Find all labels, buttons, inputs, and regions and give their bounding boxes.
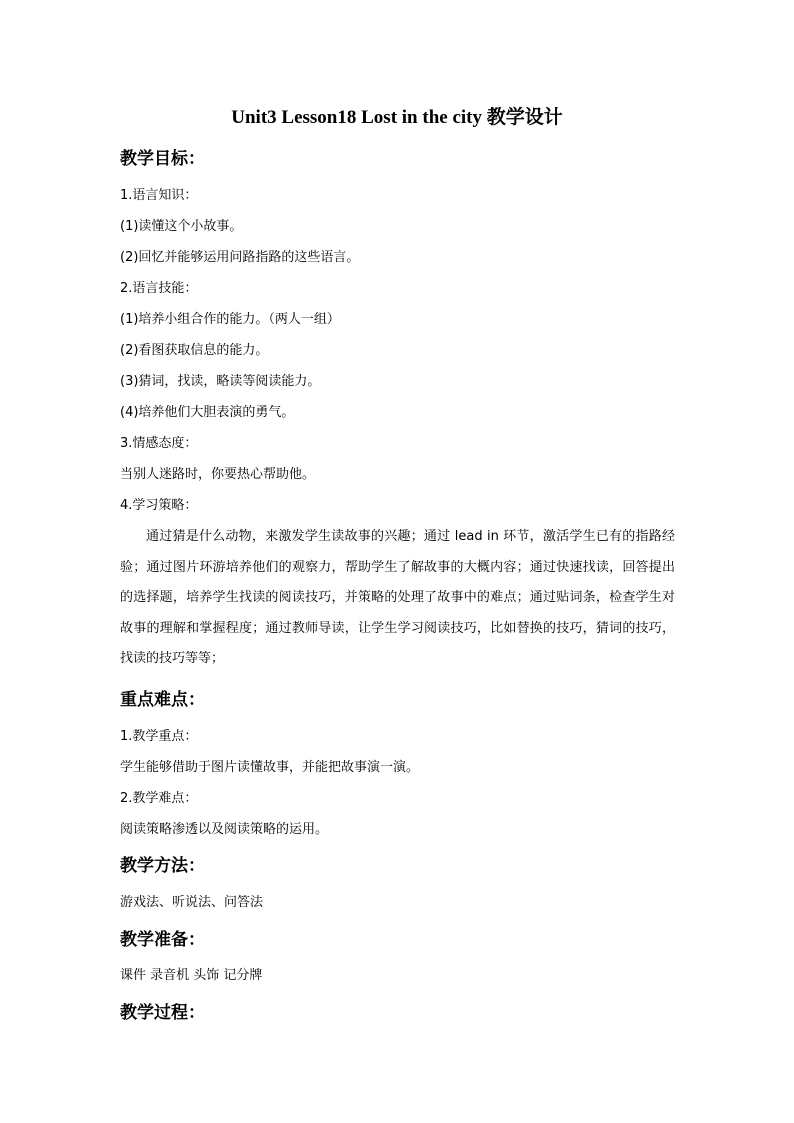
attitude-text: 当别人迷路时，你要热心帮助他。 (120, 467, 316, 482)
focus-text: 学生能够借助于图片读懂故事，并能把故事演一演。 (120, 760, 420, 775)
methods-text: 游戏法、听说法、问答法 (120, 895, 264, 910)
key-points-heading: 重点难点： (120, 690, 205, 710)
preparation-heading: 教学准备： (120, 930, 205, 950)
difficulty-label: 2.教学难点： (120, 791, 198, 806)
knowledge-label: 1.语言知识： (120, 188, 198, 203)
skills-label: 2.语言技能： (120, 281, 198, 296)
difficulty-text: 阅读策略渗透以及阅读策略的运用。 (120, 822, 329, 837)
methods-heading: 教学方法： (120, 856, 205, 876)
skills-item: (1)培养小组合作的能力。（两人一组） (120, 312, 340, 327)
preparation-text: 课件 录音机 头饰 记分牌 (120, 968, 263, 983)
objectives-heading: 教学目标： (120, 149, 205, 169)
skills-item: (4)培养他们大胆表演的勇气。 (120, 405, 295, 420)
knowledge-item: (2)回忆并能够运用问路指路的这些语言。 (120, 250, 360, 265)
document-title: Unit3 Lesson18 Lost in the city 教学设计 (231, 107, 563, 128)
focus-label: 1.教学重点： (120, 729, 198, 744)
skills-item: (3)猜词，找读，略读等阅读能力。 (120, 374, 321, 389)
strategy-label: 4.学习策略： (120, 498, 198, 513)
attitude-label: 3.情感态度： (120, 436, 198, 451)
strategy-paragraph: 通过猜是什么动物，来激发学生读故事的兴趣；通过 lead in 环节，激活学生已有的指路经验；通过图片环游培养他们的观察力，帮助学生了解故事的大概内容；通过快速找读，回答提出的选择题，培养学生找读的阅读技巧，并策略的处理了故事中的难点；通过贴词条，检查学生对故事的理解和掌握程度；通过教师导读，让学生学习阅读技巧，比如替换的技巧，猜词的技巧，找读的技巧等等； (120, 529, 675, 666)
process-heading: 教学过程： (120, 1003, 205, 1023)
knowledge-item: (1)读懂这个小故事。 (120, 219, 243, 234)
skills-item: (2)看图获取信息的能力。 (120, 343, 269, 358)
